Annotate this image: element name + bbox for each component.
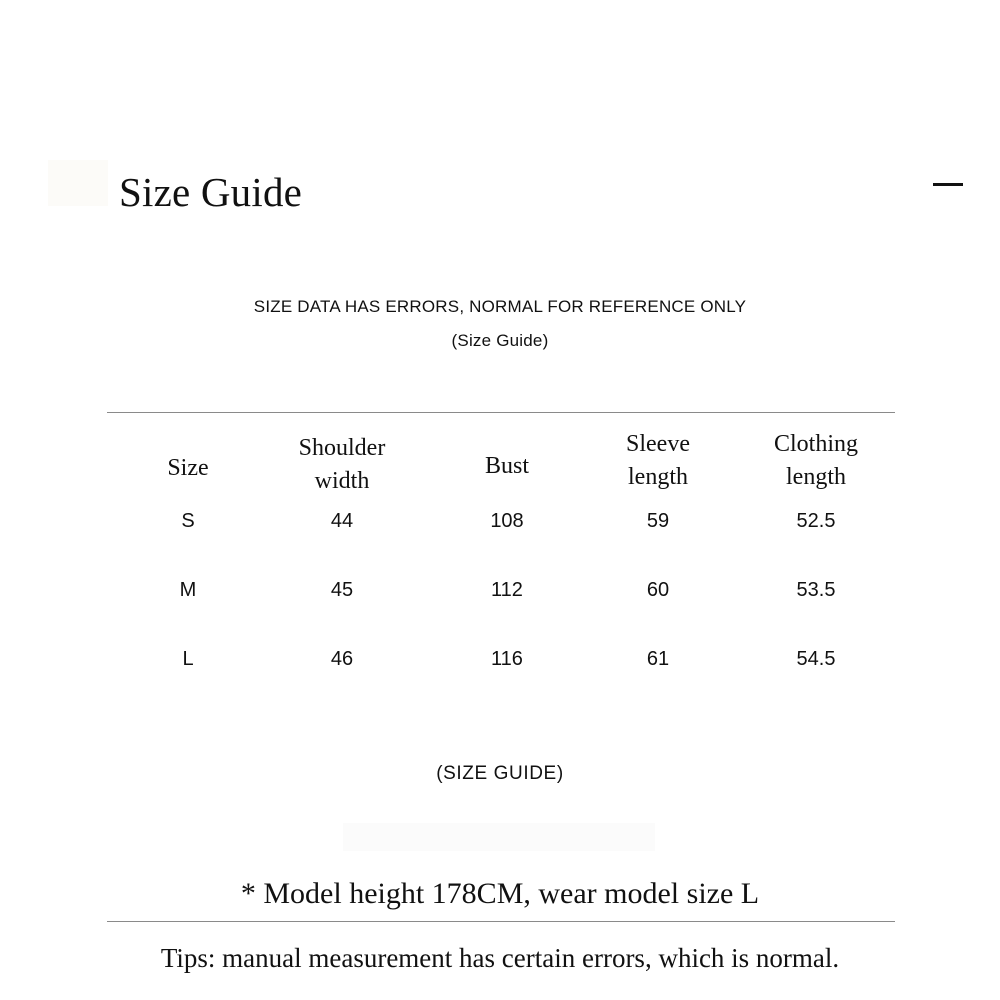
column-header-line: Bust: [484, 453, 529, 479]
column-header-line: length: [786, 464, 846, 490]
size-guide-caption: (SIZE GUIDE): [436, 763, 564, 784]
table-top-divider: [107, 412, 895, 413]
reference-subtitle: (Size Guide): [451, 331, 549, 350]
column-header-line: Size: [167, 455, 209, 481]
column-header-line: Sleeve: [626, 431, 690, 457]
table-cell-bust: 108: [490, 510, 524, 532]
column-header-clothing-length: [756, 428, 876, 494]
page-title: Size Guide: [119, 169, 303, 215]
column-header-bust: [447, 450, 567, 483]
table-cell-shoulder-width: 44: [330, 510, 354, 532]
column-header-line: width: [314, 468, 370, 494]
decorative-bar: [343, 823, 655, 851]
table-cell-bust: 112: [491, 579, 523, 601]
table-cell-bust: 116: [491, 648, 523, 670]
column-header-sleeve-length: [598, 428, 718, 494]
table-cell-clothing-length: 52.5: [796, 510, 836, 532]
measurement-tips: Tips: manual measurement has certain errors, which is normal.: [160, 943, 840, 973]
table-cell-size: S: [181, 510, 195, 532]
column-header-size: [128, 452, 248, 485]
reference-notice: SIZE DATA HAS ERRORS, NORMAL FOR REFERENCE ONLY: [253, 297, 747, 316]
table-cell-shoulder-width: 45: [330, 579, 354, 601]
table-cell-shoulder-width: 46: [330, 648, 354, 670]
table-cell-size: L: [182, 648, 194, 670]
column-header-line: length: [628, 464, 688, 490]
table-cell-sleeve-length: 61: [646, 648, 670, 670]
footer-divider: [107, 921, 895, 922]
table-cell-sleeve-length: 60: [646, 579, 670, 601]
table-cell-clothing-length: 53.5: [796, 579, 836, 601]
column-header-line: Clothing: [773, 431, 858, 457]
column-header-shoulder-width: [282, 432, 402, 498]
minimize-icon[interactable]: [933, 183, 963, 186]
table-cell-clothing-length: 54.5: [796, 648, 836, 670]
decorative-smudge: [48, 160, 108, 206]
table-cell-sleeve-length: 59: [646, 510, 670, 532]
column-header-line: Shoulder: [298, 435, 386, 461]
model-height-note: * Model height 178CM, wear model size L: [240, 877, 760, 910]
table-cell-size: M: [179, 579, 197, 601]
